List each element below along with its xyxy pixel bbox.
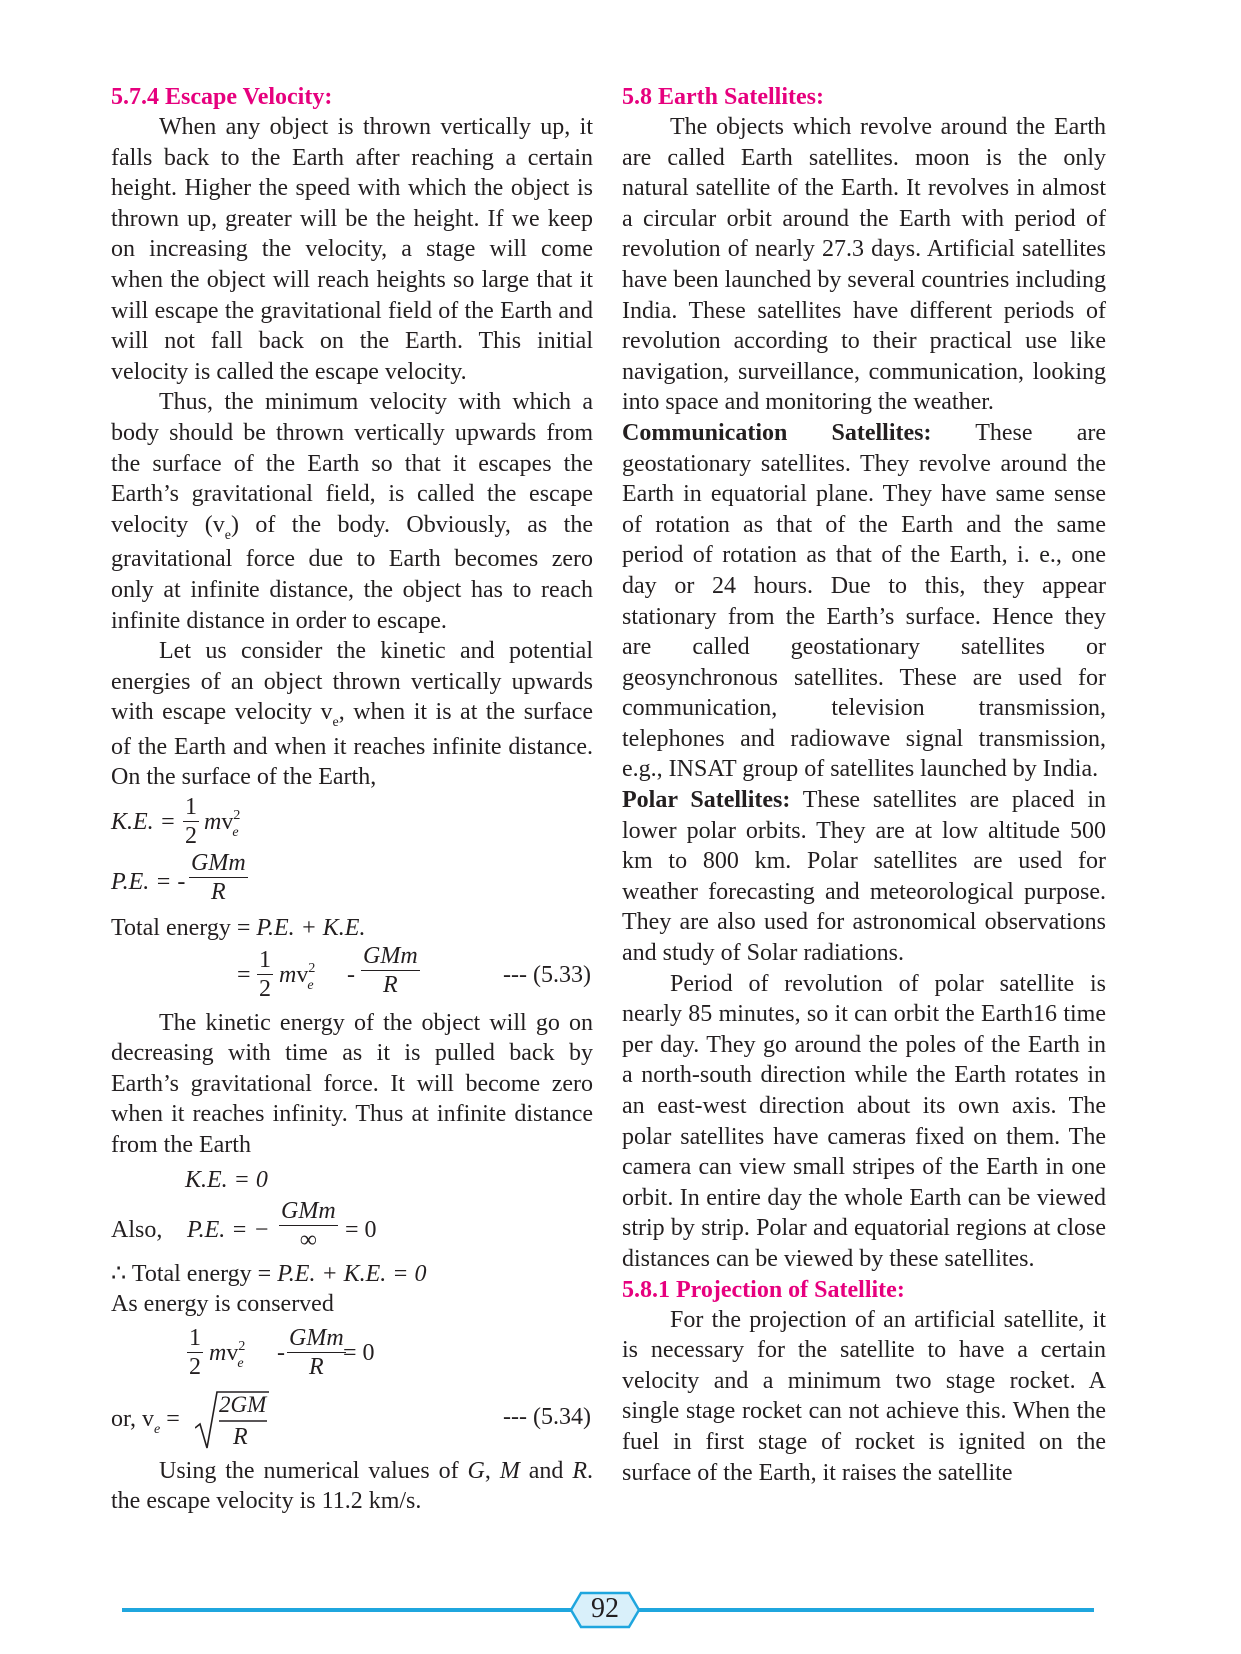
escape-velocity-paragraph-2: Thus, the minimum velocity with which a body should be thrown vertically upwards from the surface of the Earth so that it escapes the Earth’s gravitational field, is called the escape velocity $(v_e)$ of the body. Obviously, as the gravitational force due to Earth becomes zero only at infinite distance, the object has to reach infinite distance in order to escape. — [111, 389, 593, 634]
right-column — [622, 82, 1106, 1488]
page-number-badge — [569, 1591, 641, 1629]
escape-velocity-heading: 5.7.4 Escape Velocity: — [111, 84, 333, 110]
kinetic-energy-equation: K.E. = $\frac{1}{2}$ $mv^2_e$ — [111, 794, 241, 850]
pe-at-infinity-equation: Also, P.E. = − GMm ∞ = 0 — [111, 1197, 377, 1253]
equation-number-5-34: --- (5.34) — [503, 1403, 591, 1430]
gmm-over-r-fraction: GMm R — [191, 850, 246, 906]
escape-velocity-paragraph-3: Let us consider the kinetic and potential energies of an object thrown vertically upwards with escape velocity $v_e$, when it is at the surface of the Earth and when it reaches infinite distance. On the surface of the Earth, — [111, 638, 594, 791]
communication-satellites-paragraph: Communication Satellites: These are geostationary satellites. They revolve around the Earth in equatorial plane. They have same sense of rotation as that of the Earth and the same period of rotation as that of the Earth, i. e., one day or 24 hours. Due to this, they appear stationary from the Earth’s surface. Hence they are called geostationary satellites or geosynchronous satellites. These are used for communication, television transmission, telephones and radiowave signal transmission, e.g., INSAT group of satellites launched by India. — [622, 419, 1106, 783]
escape-velocity-paragraph-5: Using the numerical values of G, M and R. the escape velocity is 11.2 km/s. — [111, 1457, 594, 1515]
projection-of-satellite-heading: 5.8.1 Projection of Satellite: — [622, 1276, 905, 1303]
energy-conserved-line: As energy is conserved — [111, 1291, 334, 1318]
earth-satellites-heading: 5.8 Earth Satellites: — [622, 84, 824, 110]
footer-rule-left — [122, 1608, 572, 1612]
polar-satellites-paragraph: Polar Satellites: These satellites are placed in lower polar orbits. They are at low altitude 500 km to 800 km. Polar satellites are used for weather forecasting and meteorological purpose. They are also used for astronomical observations and study of Solar radiations. — [622, 787, 1106, 967]
therefore-total-energy-line: ∴ Total energy = P.E. + K.E. = 0 — [111, 1260, 427, 1287]
projection-paragraph: For the projection of an artificial satellite, it is necessary for the satellite to have a certain velocity and a minimum two stage rocket. A single stage rocket can not achieve this. When the fuel in first stage of rocket is ignited on the surface of the Earth, it raises the satellite — [622, 1306, 1106, 1486]
communication-satellites-lead: Communication Satellites: — [622, 419, 932, 446]
equation-5-34: or, $v_e$ = 2GM R --- (5.34) — [111, 1386, 593, 1456]
equation-number-5-33: --- (5.33) — [503, 961, 591, 988]
polar-period-paragraph: Period of revolution of polar satellite is nearly 85 minutes, so it can orbit the Earth16 time per day. They go around the poles of the Earth in a north-south direction while the Earth rotates in an east-west direction about its own axis. The polar satellites have cameras fixed on them. The camera can view small stripes of the Earth in one orbit. In entire day the whole Earth can be viewed strip by strip. Polar and equatorial regions at close distances can be viewed by these satellites. — [622, 970, 1106, 1272]
total-energy-line: Total energy = P.E. + K.E. — [111, 915, 366, 942]
equation-5-33: = $\frac{1}{2}$ $mv^2_e$ - GMm R --- (5.33) — [237, 942, 591, 1002]
page-number: 92 — [591, 1593, 619, 1624]
energy-conservation-equation: $\frac{1}{2}$ $mv^2_e$ - GMm R = 0 — [189, 1324, 375, 1380]
polar-satellites-lead: Polar Satellites: — [622, 787, 791, 814]
earth-satellites-paragraph-1: The objects which revolve around the Earth are called Earth satellites. moon is the only natural satellite of the Earth. It revolves in almost a circular orbit around the Earth with period of revolution of nearly 27.3 days. Artificial satellites have been launched by several countries including India. These satellites have different periods of revolution according to their practical use like navigation, surveillance, communication, looking into space and monitoring the weather. — [622, 114, 1106, 416]
left-column — [111, 82, 593, 1517]
potential-energy-equation: P.E. = - GMm R — [111, 850, 246, 906]
ke-zero-equation: K.E. = 0 — [185, 1166, 268, 1193]
footer-rule-right — [638, 1608, 1094, 1612]
escape-velocity-paragraph-4: The kinetic energy of the object will go on decreasing with time as it is pulled back by Earth’s gravitational force. It will become zero when it reaches infinity. Thus at infinite distance from the Earth — [111, 1009, 593, 1159]
half-fraction: $\frac{1}{2}$ — [185, 794, 197, 850]
escape-velocity-paragraph-1: When any object is thrown vertically up, it falls back to the Earth after reaching a certain height. Higher the speed with which the object is thrown up, greater will be the height. If we keep on increasing the velocity, a stage will come when the object will reach heights so large that it will escape the gravitational field of the Earth and will not fall back on the Earth. This initial velocity is called the escape velocity. — [111, 114, 593, 385]
